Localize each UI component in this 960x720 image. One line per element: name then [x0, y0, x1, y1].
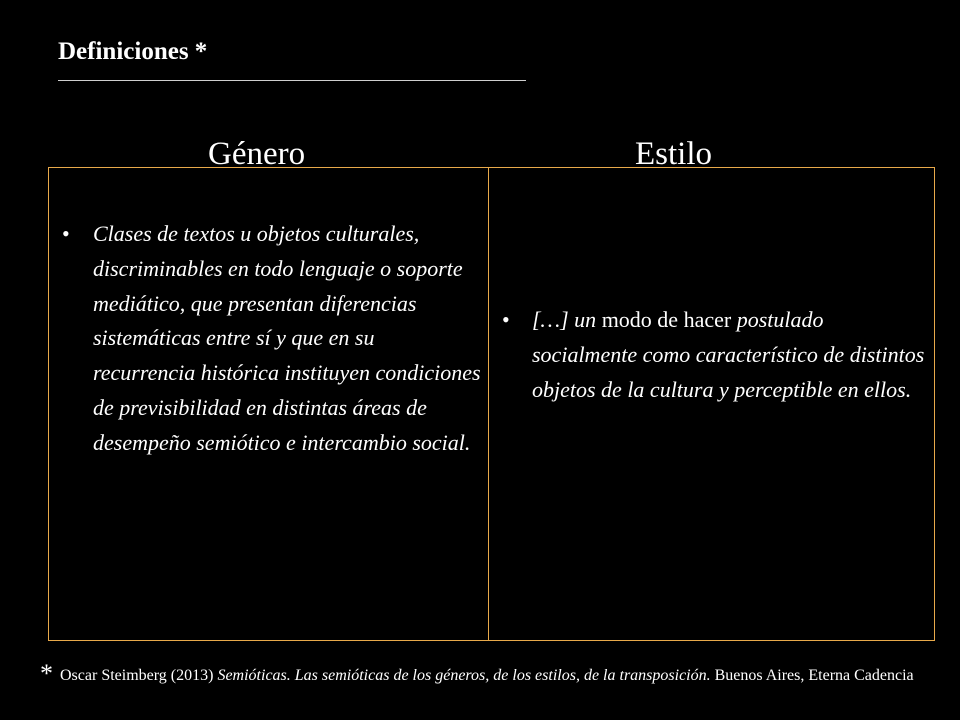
genero-definition-text: Clases de textos u objetos culturales, discriminables en todo lenguaje o soporte mediático, que presentan diferencias sistemáticas entre sí y que en su recurrencia histórica instituyen condiciones de previsibilidad en distintas áreas de desempeño semiótico e intercambio social.	[93, 221, 481, 455]
footnote-work-title: Semióticas. Las semióticas de los géneros, de los estilos, de la transposición.	[217, 667, 711, 684]
estilo-text-part1: […] un	[532, 307, 597, 332]
estilo-text-part2: modo de hacer	[596, 307, 737, 332]
slide-title: Definiciones *	[58, 38, 208, 65]
bullet-marker: •	[502, 307, 510, 332]
footnote-citation	[40, 659, 950, 688]
footnote-star: *	[40, 659, 53, 688]
estilo-definition	[502, 303, 930, 407]
estilo-definition-text	[532, 303, 932, 407]
estilo-text-part3: postulado socialmente como característico de distintos objetos de la cultura y perceptible en ellos.	[532, 307, 925, 402]
heading-estilo: Estilo	[635, 136, 713, 172]
bullet-marker: •	[62, 221, 70, 246]
heading-genero: Género	[208, 136, 306, 172]
footnote-author: Oscar Steimberg (2013)	[60, 667, 218, 684]
genero-definition	[62, 217, 482, 461]
footnote-publisher: Buenos Aires, Eterna Cadencia	[710, 667, 914, 684]
title-underline	[58, 80, 526, 81]
